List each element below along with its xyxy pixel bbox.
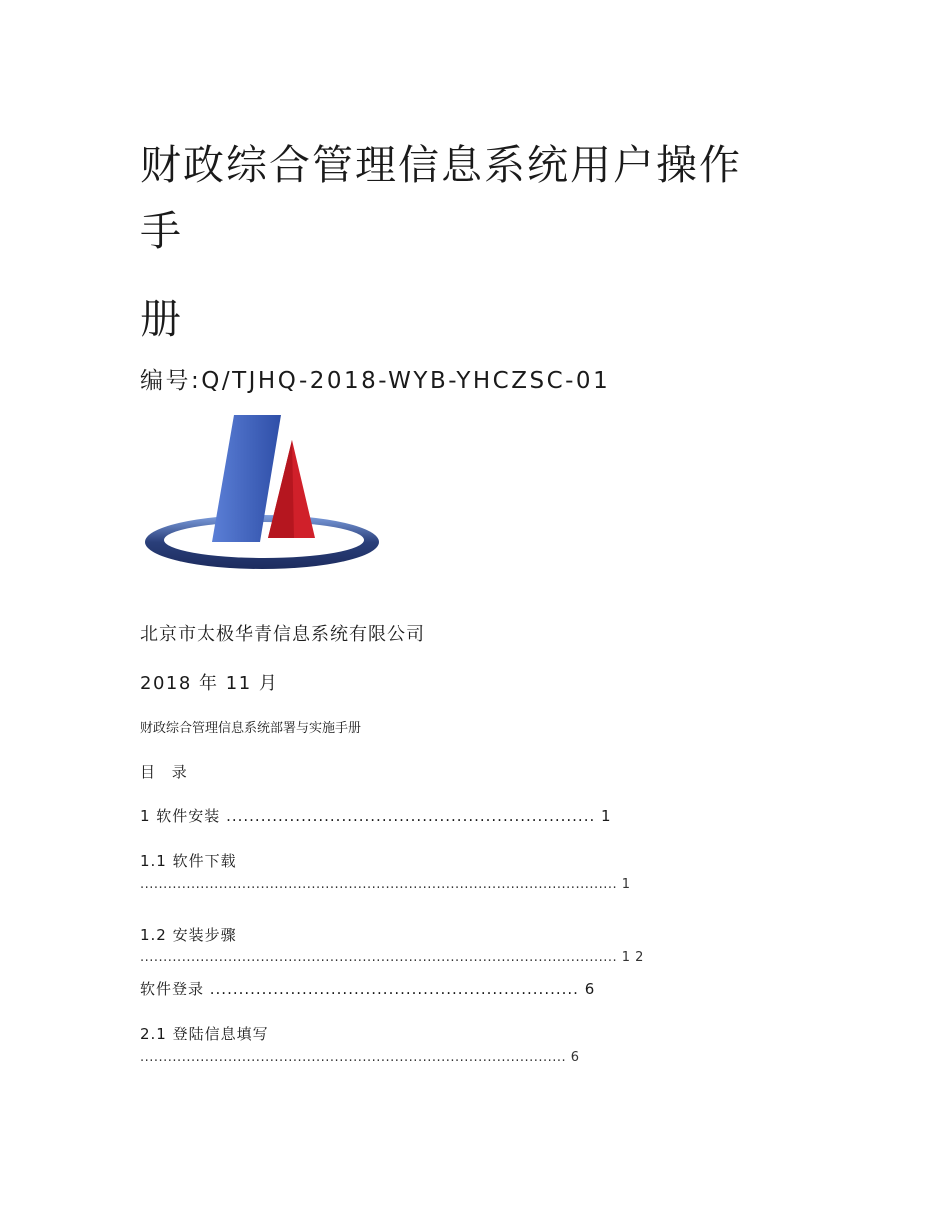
title-line-1: 财政综合管理信息系统用户操作 — [140, 141, 742, 189]
company-logo-icon — [142, 410, 384, 580]
title-line-3: 册 — [140, 295, 183, 343]
publish-date: 2018 年 11 月 — [140, 673, 279, 694]
toc-heading: 目 录 — [140, 763, 193, 781]
title-line-2: 手 — [140, 207, 183, 255]
toc-entry-label[interactable]: 1.2 安装步骤 — [140, 926, 237, 944]
toc-entry-leader: ....................................................................................................... 1 2 — [140, 950, 644, 965]
toc-entry-label[interactable]: 2.1 登陆信息填写 — [140, 1025, 269, 1043]
toc-entry-label[interactable]: 1.1 软件下载 — [140, 852, 237, 870]
document-subtitle: 财政综合管理信息系统部署与实施手册 — [140, 721, 362, 736]
toc-entry-leader: ............................................................................................ 6 — [140, 1050, 580, 1065]
toc-entry[interactable]: 软件登录 ................................................................ 6 — [140, 980, 596, 998]
toc-entry[interactable]: 1 软件安装 ................................................................ 1 — [140, 807, 612, 825]
document-number: 编号:Q/TJHQ-2018-WYB-YHCZSC-01 — [140, 368, 611, 394]
company-name: 北京市太极华青信息系统有限公司 — [140, 624, 425, 645]
toc-entry-leader: ....................................................................................................... 1 — [140, 877, 631, 892]
